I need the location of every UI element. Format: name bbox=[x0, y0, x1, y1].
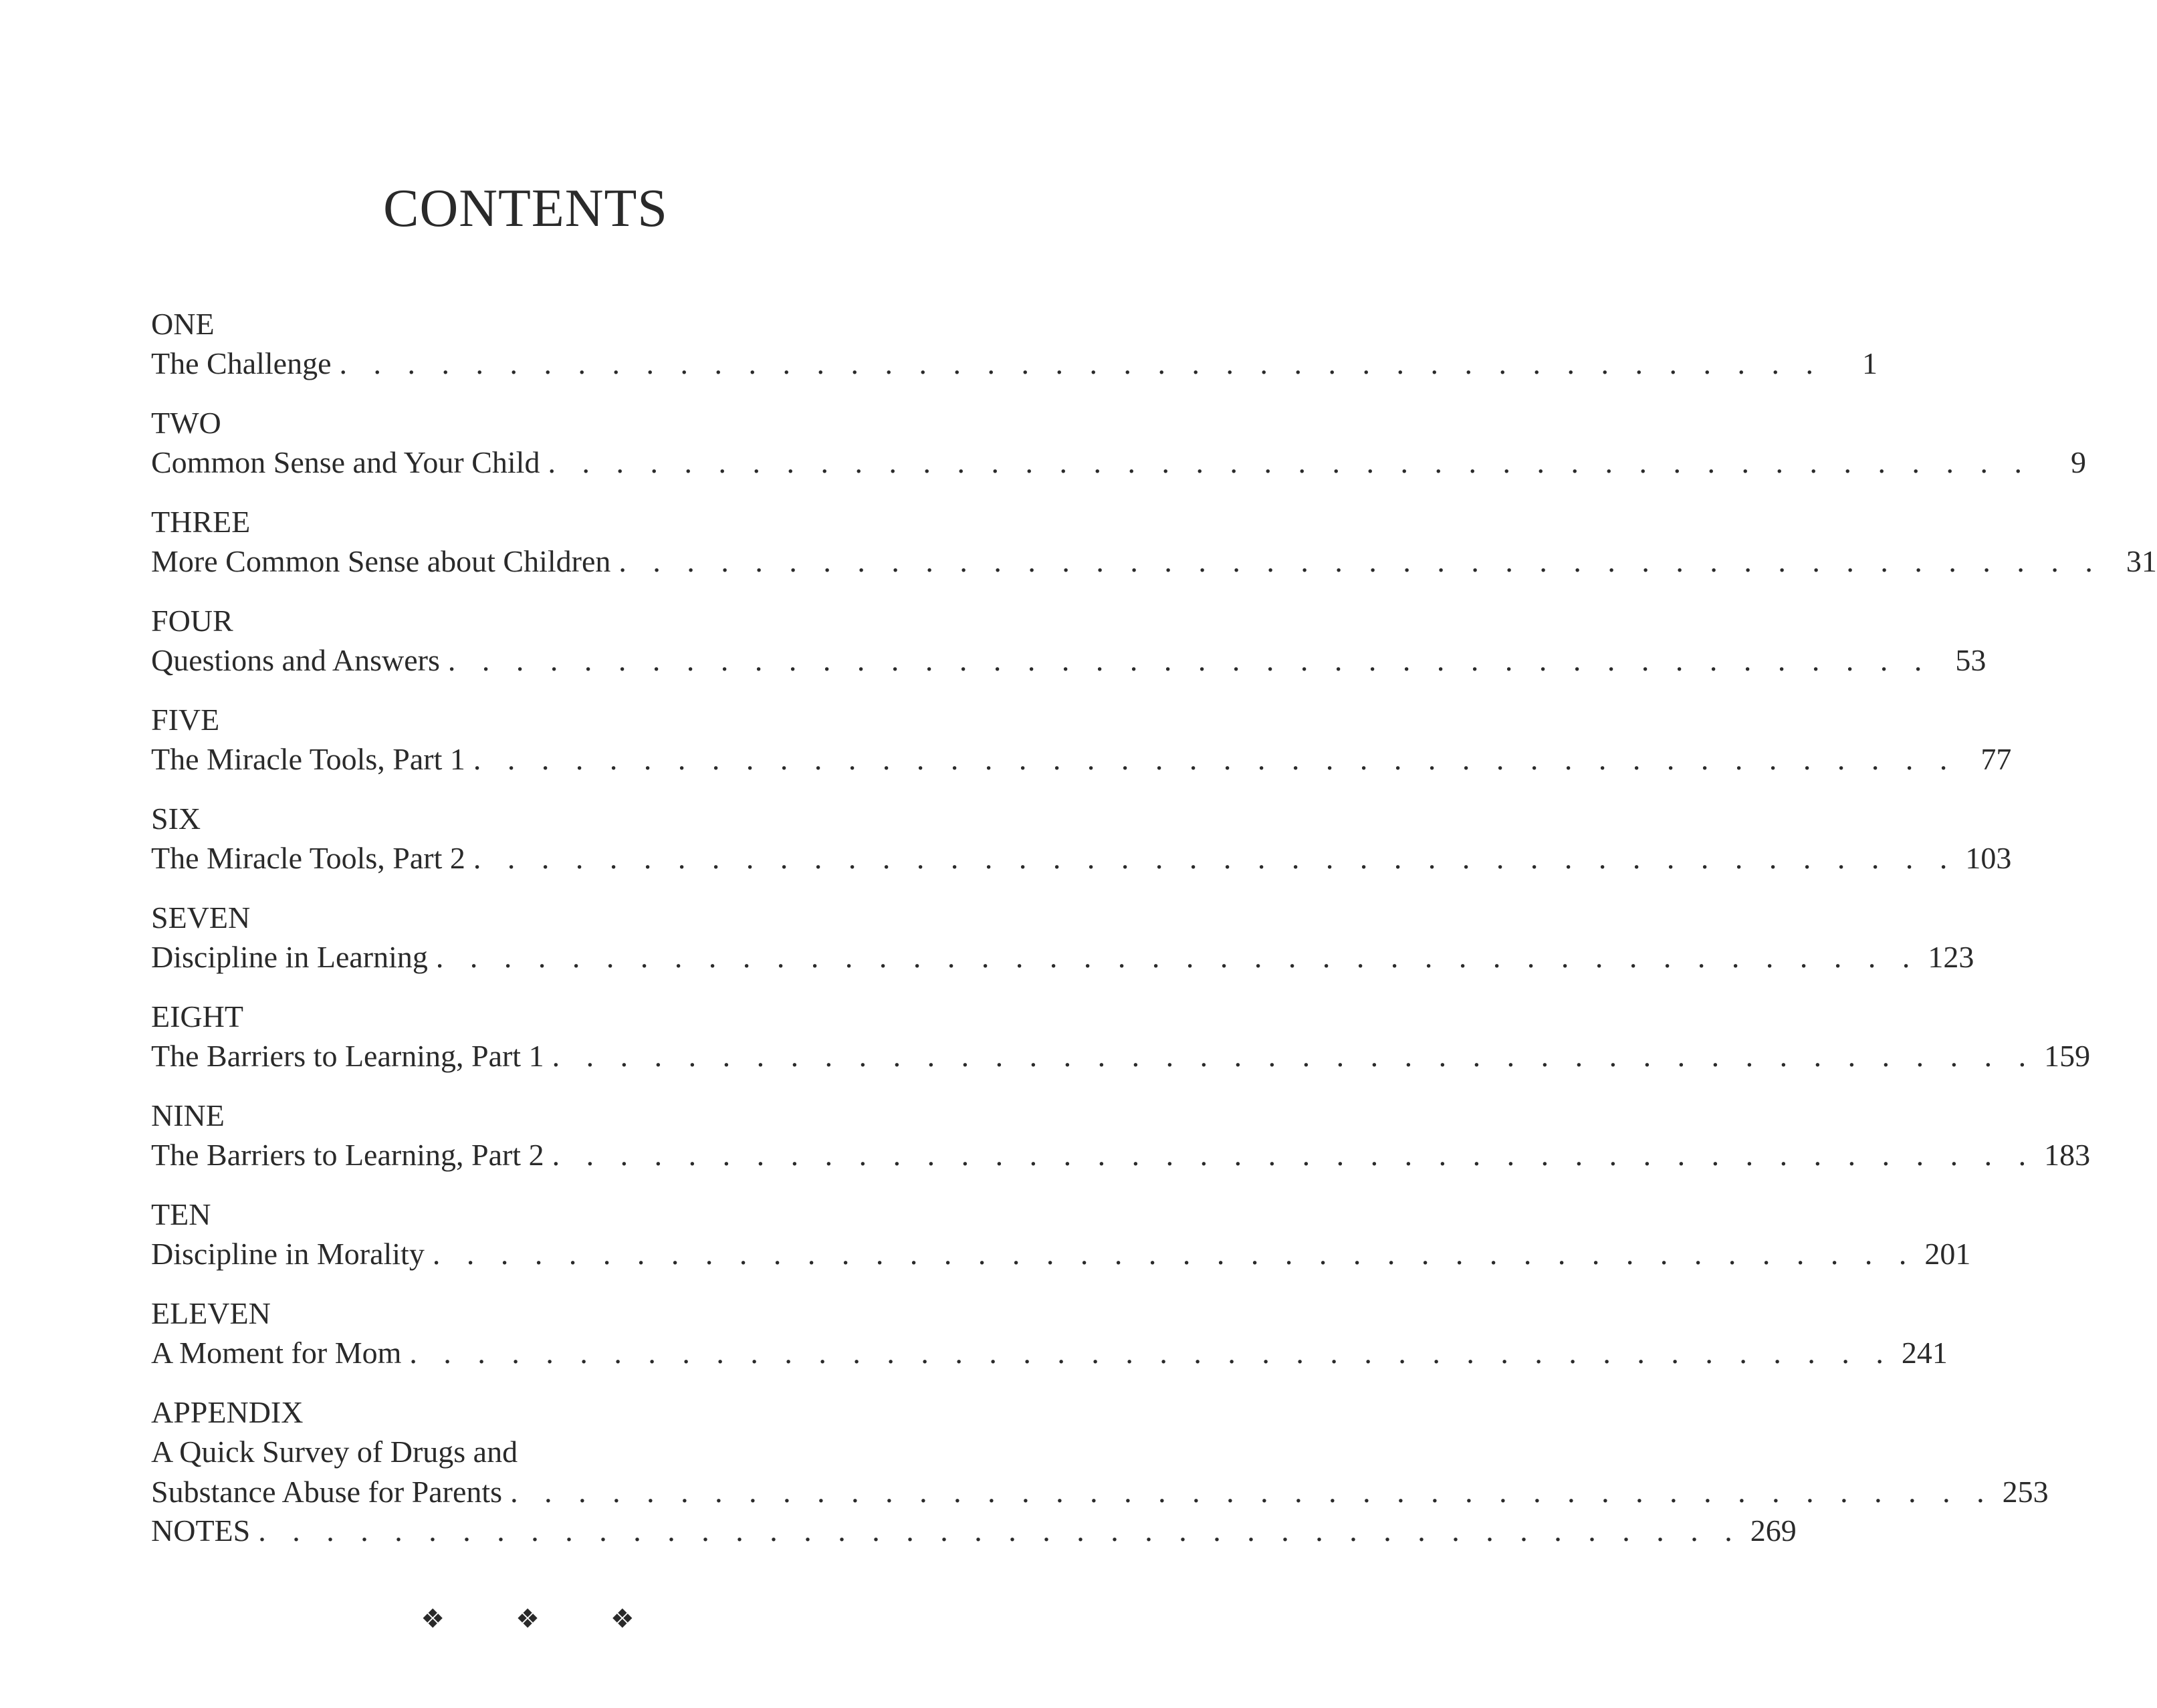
page-number: 103 bbox=[1965, 841, 2012, 875]
toc-entry-one bbox=[151, 305, 1878, 404]
chapter-label: SEVEN bbox=[151, 900, 251, 935]
appendix-label: APPENDIX bbox=[151, 1395, 304, 1429]
page-number: 1 bbox=[1862, 346, 1878, 380]
page-title: CONTENTS bbox=[383, 179, 668, 238]
chapter-title: A Moment for Mom bbox=[151, 1336, 402, 1370]
toc-entry-two bbox=[151, 404, 2086, 503]
dot-leader: . . . . . . . . . . . . . . . . . . . . . . . . . . . . . . . . . . . . . . . . . . . . bbox=[552, 1138, 2036, 1172]
toc-entry-nine bbox=[151, 1096, 2091, 1195]
toc-entry-five bbox=[151, 701, 2012, 800]
chapter-title: Questions and Answers bbox=[151, 643, 440, 677]
dot-leader: . . . . . . . . . . . . . . . . . . . . . . . . . . . . . . . . . . . . . . . . . . . . bbox=[473, 742, 1957, 776]
toc-entry-notes bbox=[151, 1511, 1797, 1578]
page-number: 53 bbox=[1955, 643, 1986, 677]
chapter-title: The Miracle Tools, Part 1 bbox=[151, 742, 465, 776]
dot-leader: . . . . . . . . . . . . . . . . . . . . . . . . . . . . . . . . . . . . . . . . . . . . bbox=[432, 1237, 1916, 1271]
notes-label: NOTES bbox=[151, 1513, 251, 1548]
dot-leader: . . . . . . . . . . . . . . . . . . . . . . . . . . . . . . . . . . . . . . . . . . . . bbox=[473, 841, 1957, 875]
chapter-label: EIGHT bbox=[151, 999, 243, 1033]
page-number: 123 bbox=[1928, 940, 1974, 974]
toc-entry-three bbox=[151, 503, 2157, 602]
dot-leader: . . . . . . . . . . . . . . . . . . . . . . . . . . . . . . . . . . . . . . . . . . . . bbox=[339, 346, 1823, 380]
chapter-title: Discipline in Learning bbox=[151, 940, 428, 974]
page-number: 31 bbox=[2126, 544, 2157, 578]
dot-leader: . . . . . . . . . . . . . . . . . . . . . . . . . . . . . . . . . . . . . . . . . . . . bbox=[510, 1475, 1994, 1509]
chapter-label: ONE bbox=[151, 307, 215, 341]
dot-leader: . . . . . . . . . . . . . . . . . . . . . . . . . . . . . . . . . . . . . . . . . . . . bbox=[548, 445, 2031, 479]
toc-entry-eight bbox=[151, 997, 2091, 1096]
appendix-title-line2: Substance Abuse for Parents bbox=[151, 1475, 503, 1509]
page-number: 9 bbox=[2070, 445, 2086, 479]
toc-entry-four bbox=[151, 602, 1986, 701]
chapter-title: Common Sense and Your Child bbox=[151, 445, 540, 479]
chapter-title: The Barriers to Learning, Part 2 bbox=[151, 1138, 544, 1172]
chapter-label: SIX bbox=[151, 802, 201, 836]
chapter-label: TEN bbox=[151, 1197, 211, 1231]
chapter-label: FOUR bbox=[151, 604, 233, 638]
page-number: 183 bbox=[2044, 1138, 2091, 1172]
dot-leader: . . . . . . . . . . . . . . . . . . . . . . . . . . . . . . . . . . . . . . . . . . . . bbox=[552, 1039, 2036, 1073]
toc-entry-eleven bbox=[151, 1294, 1948, 1393]
page-number: 77 bbox=[1980, 742, 2012, 776]
chapter-label: ELEVEN bbox=[151, 1296, 271, 1330]
ornament-row bbox=[0, 1603, 1055, 1634]
page-number: 159 bbox=[2044, 1039, 2091, 1073]
fleuron-icon: ❖ bbox=[421, 1604, 445, 1634]
appendix-title-line1: A Quick Survey of Drugs and bbox=[151, 1435, 518, 1469]
toc-entry-six bbox=[151, 800, 2012, 898]
chapter-title: The Miracle Tools, Part 2 bbox=[151, 841, 465, 875]
chapter-label: NINE bbox=[151, 1098, 225, 1132]
page-number: 253 bbox=[2002, 1475, 2049, 1509]
chapter-title: The Barriers to Learning, Part 1 bbox=[151, 1039, 544, 1073]
chapter-title: More Common Sense about Children bbox=[151, 544, 611, 578]
dot-leader: . . . . . . . . . . . . . . . . . . . . . . . . . . . . . . . . . . . . . . . . . . . . bbox=[435, 940, 1920, 974]
chapter-title: The Challenge bbox=[151, 346, 332, 380]
toc-entry-appendix bbox=[151, 1393, 2049, 1511]
dot-leader: . . . . . . . . . . . . . . . . . . . . . . . . . . . . . . . . . . . . . . . . . . . . bbox=[618, 544, 2102, 578]
page-number: 201 bbox=[1924, 1237, 1971, 1271]
dot-leader: . . . . . . . . . . . . . . . . . . . . . . . . . . . . . . . . . . . . . . . . . . . . bbox=[447, 643, 1932, 677]
fleuron-icon: ❖ bbox=[516, 1604, 540, 1634]
table-of-contents bbox=[151, 305, 2157, 1578]
chapter-label: THREE bbox=[151, 505, 251, 539]
dot-leader: . . . . . . . . . . . . . . . . . . . . . . . . . . . . . . . . . . . . . . . . . . . . bbox=[258, 1513, 1742, 1548]
dot-leader: . . . . . . . . . . . . . . . . . . . . . . . . . . . . . . . . . . . . . . . . . . . . bbox=[409, 1336, 1893, 1370]
toc-entry-seven bbox=[151, 898, 1974, 997]
chapter-label: TWO bbox=[151, 406, 221, 440]
page-number: 269 bbox=[1750, 1513, 1797, 1548]
chapter-label: FIVE bbox=[151, 703, 220, 737]
page-number: 241 bbox=[1901, 1336, 1948, 1370]
toc-entry-ten bbox=[151, 1195, 1971, 1294]
chapter-title: Discipline in Morality bbox=[151, 1237, 425, 1271]
fleuron-icon: ❖ bbox=[610, 1604, 635, 1634]
